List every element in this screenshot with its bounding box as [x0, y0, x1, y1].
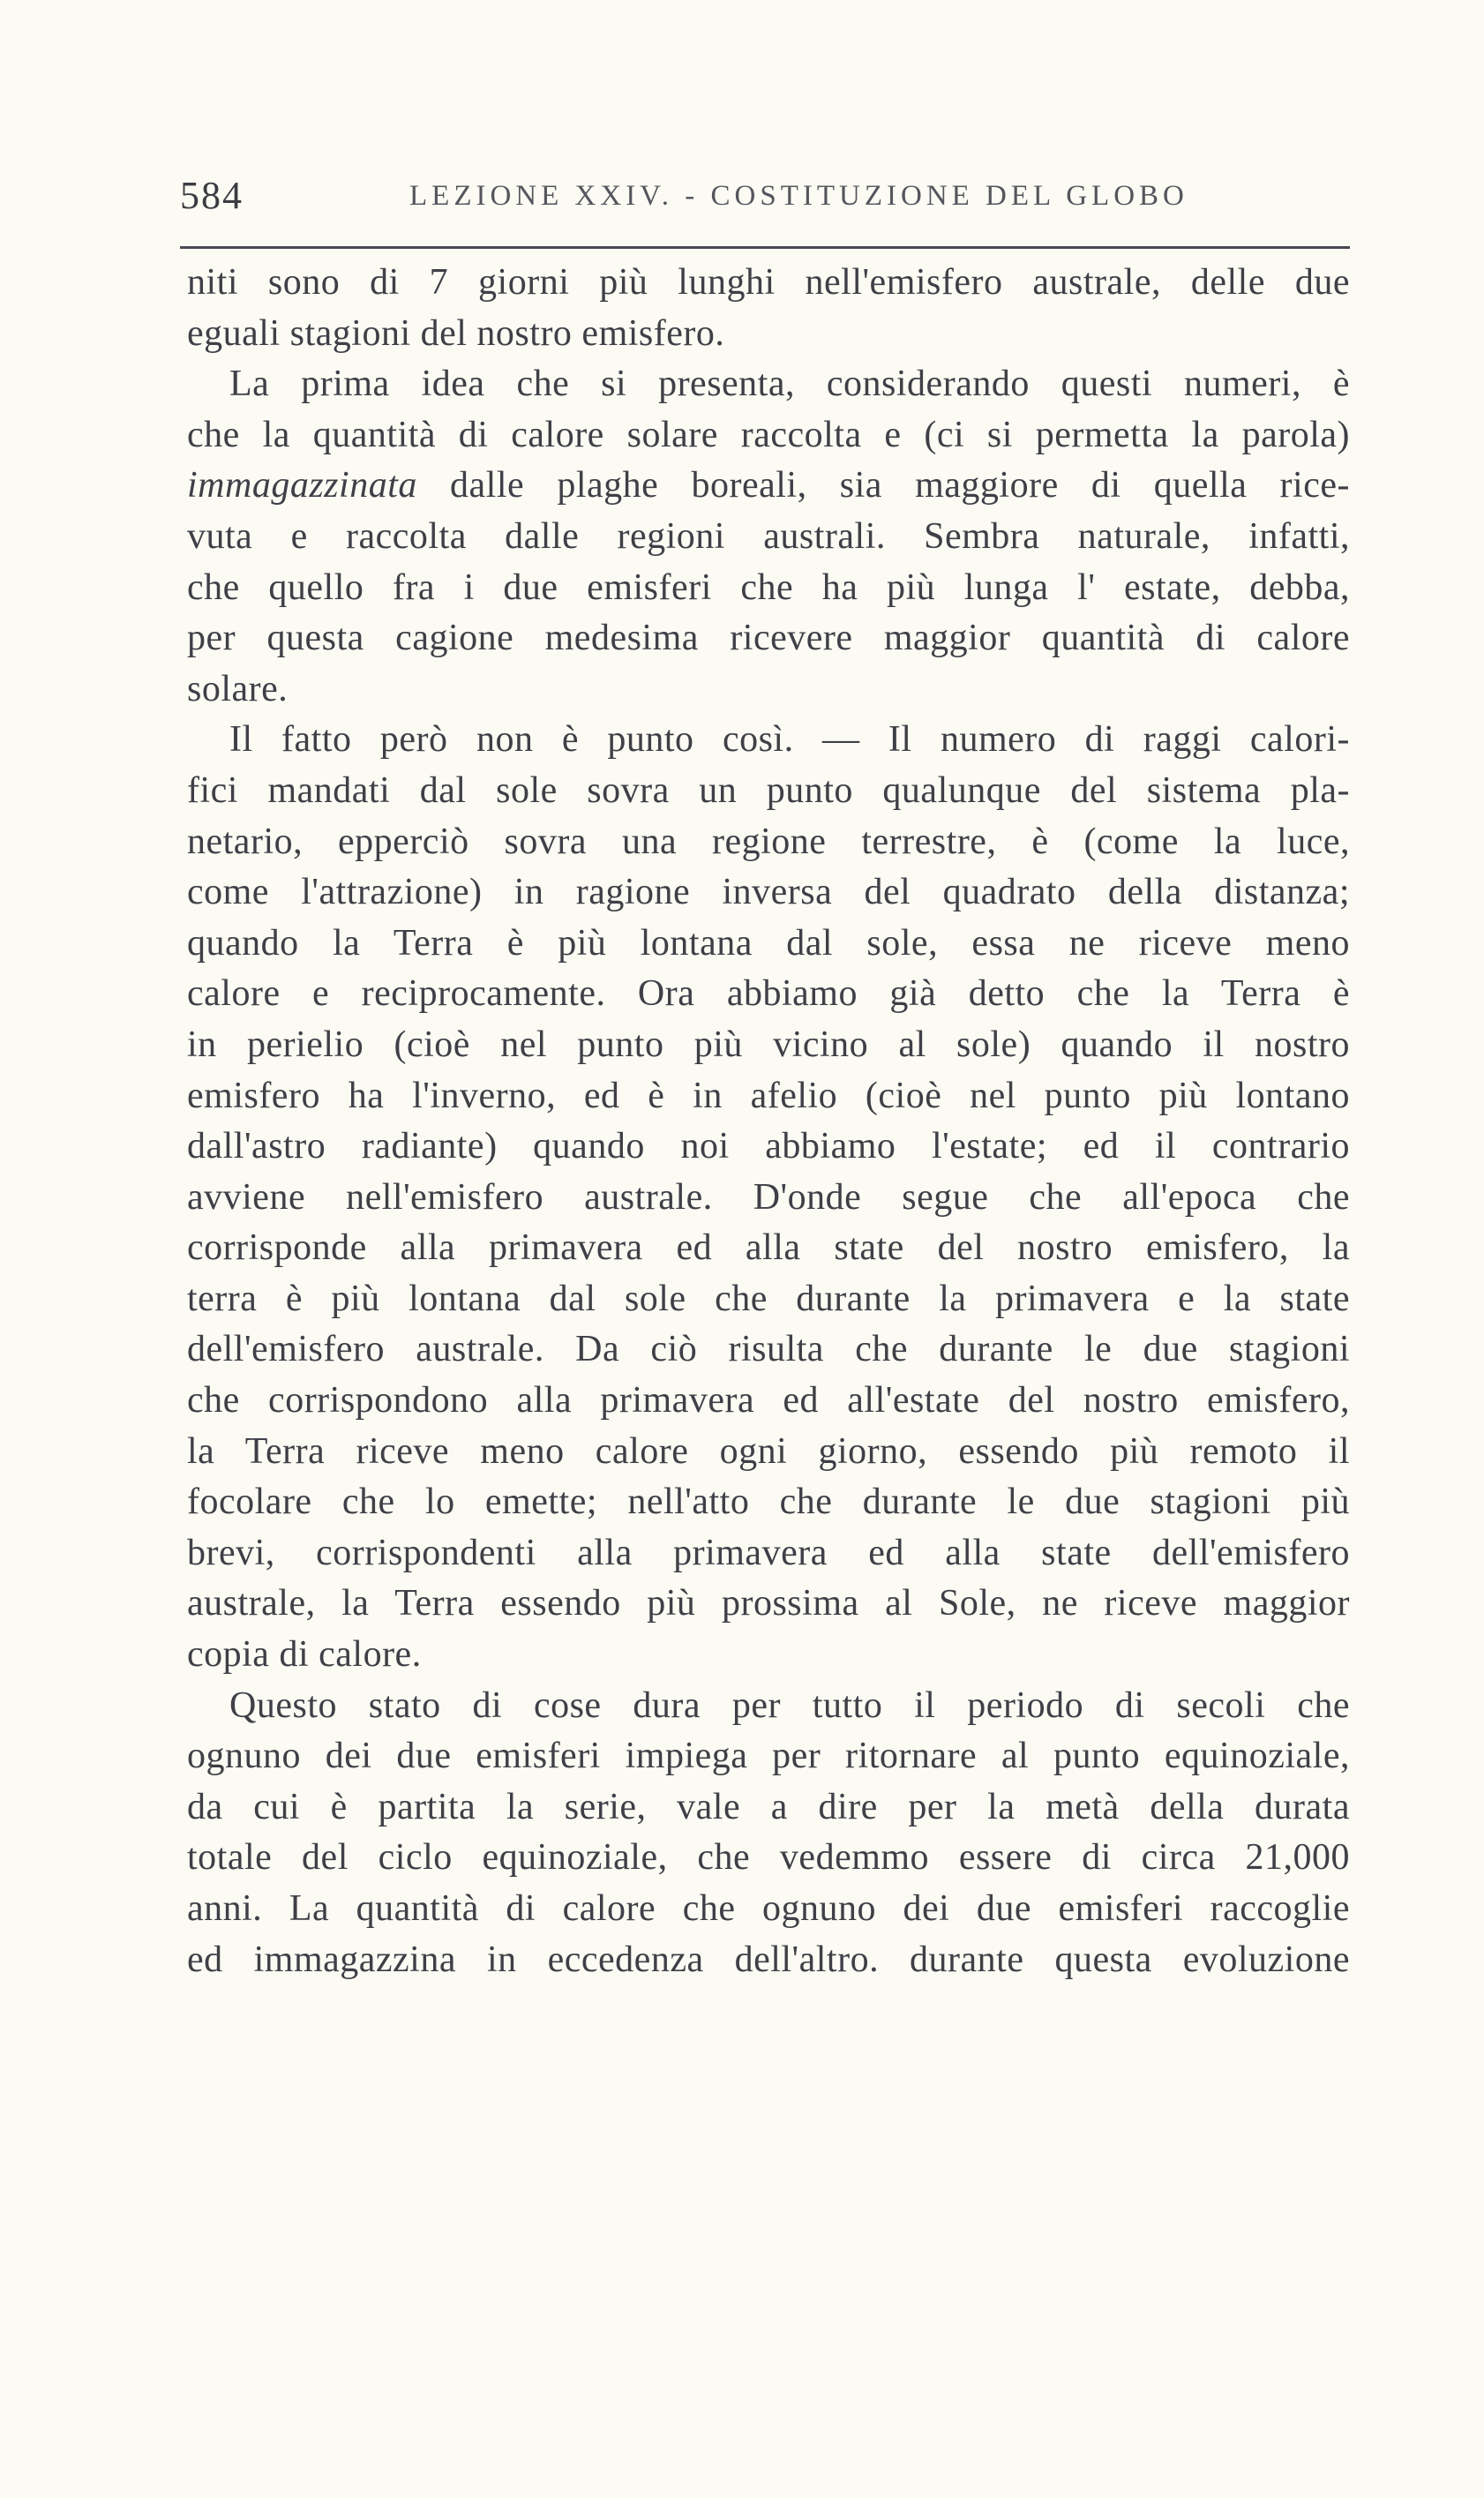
italic-word: immagazzinata	[187, 465, 417, 506]
text-line: fici mandati dal sole sovra un punto qualunque del sistema pla-	[187, 769, 1350, 811]
text-line: come l'attrazione) in ragione inversa del quadrato della distanza;	[187, 872, 1350, 913]
text-line: solare.	[187, 668, 289, 709]
text-line: niti sono di 7 giorni più lunghi nell'emisfero australe, delle due	[187, 262, 1350, 303]
text-line: Questo stato di cose dura per tutto il periodo di secoli che	[229, 1684, 1350, 1726]
text-line: calore e reciprocamente. Ora abbiamo già detto che la Terra è	[187, 973, 1350, 1015]
text-line: terra è più lontana dal sole che durante la primavera e la state	[187, 1278, 1350, 1319]
text-line: avviene nell'emisfero australe. D'onde segue che all'epoca che	[187, 1176, 1350, 1218]
text-line: per questa cagione medesima ricevere maggior quantità di calore	[187, 618, 1350, 659]
text-line: australe, la Terra essendo più prossima al Sole, ne riceve maggior	[187, 1583, 1350, 1624]
body-text	[187, 258, 1350, 1985]
page-number: 584	[180, 174, 244, 217]
text-line: in perielio (cioè nel punto più vicino al sole) quando il nostro	[187, 1024, 1350, 1065]
text-line: da cui è partita la serie, vale a dire per la metà della durata	[187, 1786, 1350, 1827]
text-line: anni. La quantità di calore che ognuno dei due emisferi raccoglie	[187, 1888, 1350, 1929]
text-line: immagazzinata dalle plaghe boreali, sia maggiore di quella rice-	[187, 465, 1350, 506]
text-line: dell'emisfero australe. Da ciò risulta che durante le due stagioni	[187, 1329, 1350, 1370]
page-header	[180, 173, 1350, 222]
text-line: copia di calore.	[187, 1634, 422, 1676]
text-line: focolare che lo emette; nell'atto che durante le due stagioni più	[187, 1482, 1350, 1523]
text-line: che quello fra i due emisferi che ha più lunga l' estate, debba,	[187, 566, 1350, 608]
text-line: che corrispondono alla primavera ed all'estate del nostro emisfero,	[187, 1380, 1350, 1422]
text-line: vuta e raccolta dalle regioni australi. Sembra naturale, infatti,	[187, 515, 1350, 557]
header-rule	[180, 246, 1350, 249]
text-line: totale del ciclo equinoziale, che vedemmo essere di circa 21,000	[187, 1837, 1350, 1879]
text-line: netario, epperciò sovra una regione terrestre, è (come la luce,	[187, 821, 1350, 862]
text-line: ed immagazzina in eccedenza dell'altro. durante questa evoluzione	[187, 1939, 1350, 1980]
text-line: eguali stagioni del nostro emisfero.	[187, 312, 725, 354]
text-line: ognuno dei due emisferi impiega per ritornare al punto equinoziale,	[187, 1736, 1350, 1777]
text-line: che la quantità di calore solare raccolta e (ci si permetta la parola)	[187, 414, 1350, 455]
text-line: emisfero ha l'inverno, ed è in afelio (cioè nel punto più lontano	[187, 1075, 1350, 1116]
text-line: dall'astro radiante) quando noi abbiamo l'estate; ed il contrario	[187, 1126, 1350, 1167]
text-line: Il fatto però non è punto così. — Il numero di raggi calori-	[229, 719, 1350, 761]
text-line: corrisponde alla primavera ed alla state del nostro emisfero, la	[187, 1227, 1350, 1269]
text-line: quando la Terra è più lontana dal sole, essa ne riceve meno	[187, 922, 1350, 964]
running-head: LEZIONE XXIV. - COSTITUZIONE DEL GLOBO	[409, 180, 1188, 212]
text-line: brevi, corrispondenti alla primavera ed alla state dell'emisfero	[187, 1532, 1350, 1573]
text-line: la Terra riceve meno calore ogni giorno, essendo più remoto il	[187, 1430, 1350, 1472]
text-line: La prima idea che si presenta, considerando questi numeri, è	[229, 364, 1350, 405]
